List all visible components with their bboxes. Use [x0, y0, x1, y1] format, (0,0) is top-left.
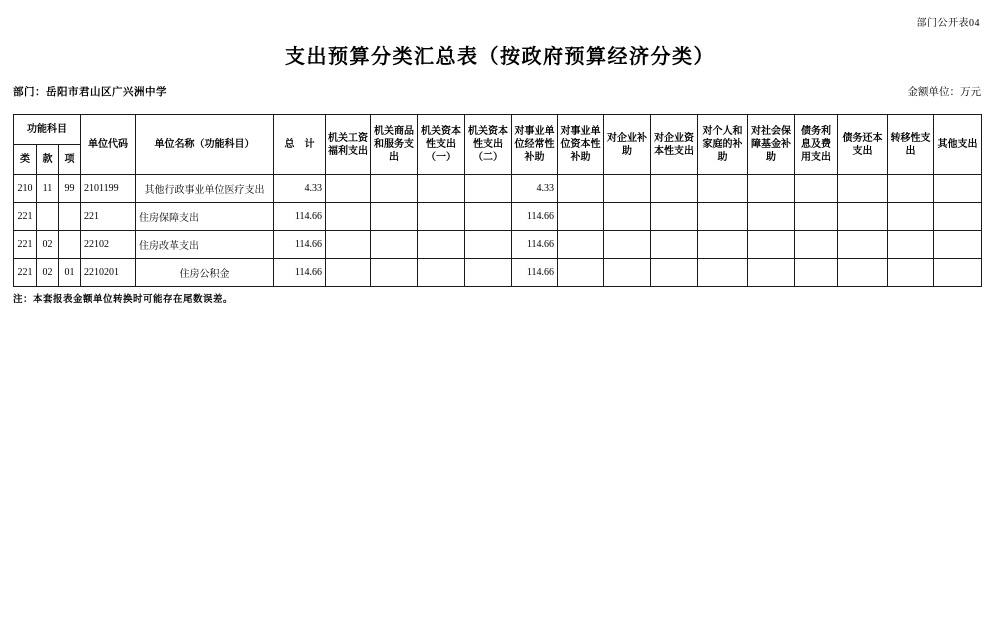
header-value-col: 对事业单位资本性补助: [558, 115, 604, 175]
header-func-group: 功能科目: [14, 115, 81, 145]
cell-unit-code: 2101199: [81, 175, 136, 203]
header-value-col: 转移性支出: [888, 115, 934, 175]
cell-kuan: 11: [37, 175, 59, 203]
cell-value: [371, 259, 418, 287]
cell-unit-code: 221: [81, 203, 136, 231]
cell-value: [371, 231, 418, 259]
cell-total: 4.33: [274, 175, 326, 203]
header-value-col: 对事业单位经常性补助: [512, 115, 558, 175]
header-total: 总 计: [274, 115, 326, 175]
corner-label: 部门公开表04: [916, 18, 980, 29]
header-unit-name: 单位名称（功能科目）: [136, 115, 274, 175]
cell-xiang: [59, 203, 81, 231]
cell-value: [418, 175, 465, 203]
cell-value: [604, 259, 651, 287]
cell-total: 114.66: [274, 259, 326, 287]
cell-value: [748, 203, 795, 231]
cell-value: [326, 259, 371, 287]
header-value-col: 对个人和家庭的补助: [698, 115, 748, 175]
budget-table: [13, 114, 982, 287]
cell-value: [698, 259, 748, 287]
cell-value: [418, 231, 465, 259]
cell-value: [698, 175, 748, 203]
page-title: 支出预算分类汇总表（按政府预算经济分类）: [285, 46, 715, 68]
cell-total: 114.66: [274, 231, 326, 259]
cell-value: [838, 231, 888, 259]
meta-row: [13, 84, 981, 99]
cell-value: [838, 203, 888, 231]
cell-value: [748, 231, 795, 259]
cell-unit-name: 住房保障支出: [136, 203, 274, 231]
cell-value: [795, 175, 838, 203]
header-value-col: 机关资本性支出（一）: [418, 115, 465, 175]
cell-value: [698, 203, 748, 231]
header-value-col: 其他支出: [934, 115, 982, 175]
cell-value: [558, 259, 604, 287]
cell-value: [418, 259, 465, 287]
cell-value: [934, 231, 982, 259]
budget-table-body: [14, 175, 982, 287]
header-value-col: 对社会保障基金补助: [748, 115, 795, 175]
header-value-col: 机关商品和服务支出: [371, 115, 418, 175]
header-value-col: 对企业补助: [604, 115, 651, 175]
table-header: [14, 115, 982, 175]
cell-unit-code: 2210201: [81, 259, 136, 287]
cell-value: [838, 175, 888, 203]
cell-xiang: 99: [59, 175, 81, 203]
cell-unit-code: 22102: [81, 231, 136, 259]
cell-value: [465, 231, 512, 259]
cell-lei: 210: [14, 175, 37, 203]
cell-value: [651, 231, 698, 259]
cell-unit-name: 住房改革支出: [136, 231, 274, 259]
cell-value: [371, 203, 418, 231]
footnote: 注：本套报表金额单位转换时可能存在尾数误差。: [13, 295, 234, 305]
cell-value: [326, 175, 371, 203]
cell-value: [888, 231, 934, 259]
header-value-col: 债务利息及费用支出: [795, 115, 838, 175]
cell-lei: 221: [14, 203, 37, 231]
cell-total: 114.66: [274, 203, 326, 231]
cell-value: 114.66: [512, 231, 558, 259]
cell-value: [795, 231, 838, 259]
cell-value: [558, 203, 604, 231]
cell-value: [604, 203, 651, 231]
cell-value: [326, 231, 371, 259]
cell-value: [465, 175, 512, 203]
cell-value: [465, 259, 512, 287]
cell-value: [698, 231, 748, 259]
table-row: [14, 175, 982, 203]
cell-value: [465, 203, 512, 231]
cell-value: [651, 175, 698, 203]
department-label: 部门：岳阳市君山区广兴洲中学: [13, 87, 167, 98]
cell-value: [795, 259, 838, 287]
cell-value: [748, 175, 795, 203]
header-value-col: 对企业资本性支出: [651, 115, 698, 175]
header-value-col: 机关资本性支出（二）: [465, 115, 512, 175]
header-unit-code: 单位代码: [81, 115, 136, 175]
cell-value: 114.66: [512, 203, 558, 231]
cell-value: [888, 175, 934, 203]
header-value-col: 机关工资福利支出: [326, 115, 371, 175]
header-row-top: [14, 115, 982, 145]
cell-value: [371, 175, 418, 203]
cell-unit-name: 其他行政事业单位医疗支出: [136, 175, 274, 203]
cell-kuan: 02: [37, 231, 59, 259]
cell-value: [934, 175, 982, 203]
cell-value: [604, 175, 651, 203]
table-row: [14, 203, 982, 231]
cell-value: [888, 203, 934, 231]
header-lei: 类: [14, 145, 37, 175]
cell-value: [934, 203, 982, 231]
cell-lei: 221: [14, 259, 37, 287]
header-kuan: 款: [37, 145, 59, 175]
cell-value: [418, 203, 465, 231]
cell-xiang: [59, 231, 81, 259]
cell-value: 114.66: [512, 259, 558, 287]
cell-unit-name: 住房公积金: [136, 259, 274, 287]
cell-value: [795, 203, 838, 231]
cell-value: [604, 231, 651, 259]
cell-value: [838, 259, 888, 287]
table-row: [14, 231, 982, 259]
cell-value: [326, 203, 371, 231]
cell-value: [651, 203, 698, 231]
cell-value: [558, 175, 604, 203]
header-xiang: 项: [59, 145, 81, 175]
cell-value: [558, 231, 604, 259]
amount-unit-label: 金额单位：万元: [907, 87, 981, 98]
cell-xiang: 01: [59, 259, 81, 287]
cell-value: [748, 259, 795, 287]
cell-kuan: [37, 203, 59, 231]
cell-value: 4.33: [512, 175, 558, 203]
cell-value: [934, 259, 982, 287]
header-value-col: 债务还本支出: [838, 115, 888, 175]
cell-lei: 221: [14, 231, 37, 259]
table-row: [14, 259, 982, 287]
cell-kuan: 02: [37, 259, 59, 287]
cell-value: [888, 259, 934, 287]
cell-value: [651, 259, 698, 287]
